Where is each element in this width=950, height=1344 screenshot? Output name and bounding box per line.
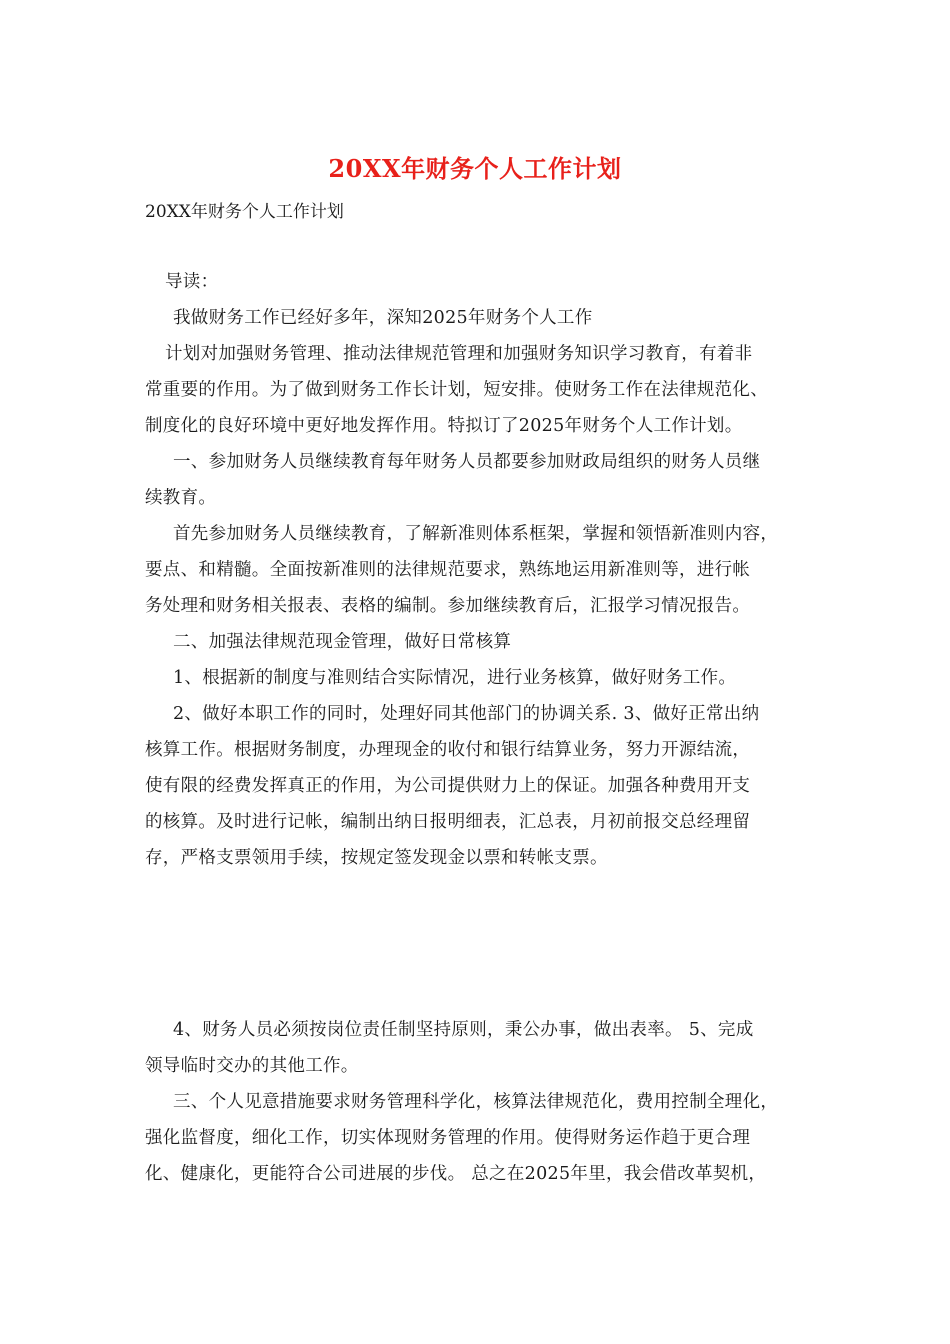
text-line: 的核算。及时进行记帐，编制出纳日报明细表，汇总表，月初前报交总经理留 <box>145 812 751 832</box>
text-line: 强化监督度，细化工作，切实体现财务管理的作用。使得财务运作趋于更合理 <box>145 1128 751 1148</box>
text-line: 存，严格支票领用手续，按规定签发现金以票和转帐支票。 <box>145 848 608 868</box>
text-line: 续教育。 <box>145 488 217 508</box>
text-line: 导读： <box>165 272 219 292</box>
text-line: 我做财务工作已经好多年，深知2025年财务个人工作 <box>173 308 593 328</box>
text-line: 核算工作。根据财务制度，办理现金的收付和银行结算业务，努力开源结流， <box>145 740 751 760</box>
body-block-2 <box>145 1012 825 1192</box>
text-line: 计划对加强财务管理、推动法律规范管理和加强财务知识学习教育，有着非 <box>165 344 753 364</box>
text-line: 化、健康化，更能符合公司进展的步伐。 总之在2025年里，我会借改革契机， <box>145 1164 767 1184</box>
text-line: 一、参加财务人员继续教育每年财务人员都要参加财政局组织的财务人员继 <box>173 452 761 472</box>
text-line: 首先参加财务人员继续教育，了解新准则体系框架，掌握和领悟新准则内容， <box>173 524 779 544</box>
document-title: 20XX年财务个人工作计划 <box>328 154 622 183</box>
text-line: 二、加强法律规范现金管理，做好日常核算 <box>173 632 512 652</box>
text-line: 领导临时交办的其他工作。 <box>145 1056 359 1076</box>
text-line: 2、做好本职工作的同时，处理好同其他部门的协调关系. 3、做好正常出纳 <box>173 704 760 724</box>
text-line: 1、根据新的制度与准则结合实际情况，进行业务核算，做好财务工作。 <box>173 668 737 688</box>
text-line: 务处理和财务相关报表、表格的编制。参加继续教育后，汇报学习情况报告。 <box>145 596 751 616</box>
document-subtitle: 20XX年财务个人工作计划 <box>145 202 344 222</box>
body-block-1 <box>145 264 825 876</box>
text-line: 制度化的良好环境中更好地发挥作用。特拟订了2025年财务个人工作计划。 <box>145 416 743 436</box>
text-line: 常重要的作用。为了做到财务工作长计划，短安排。使财务工作在法律规范化、 <box>145 380 768 400</box>
text-line: 三、个人见意措施要求财务管理科学化，核算法律规范化，费用控制全理化， <box>173 1092 779 1112</box>
text-line: 使有限的经费发挥真正的作用，为公司提供财力上的保证。加强各种费用开支 <box>145 776 751 796</box>
text-line: 要点、和精髓。全面按新准则的法律规范要求，熟练地运用新准则等，进行帐 <box>145 560 751 580</box>
text-line: 4、财务人员必须按岗位责任制坚持原则，秉公办事，做出表率。 5、完成 <box>173 1020 754 1040</box>
